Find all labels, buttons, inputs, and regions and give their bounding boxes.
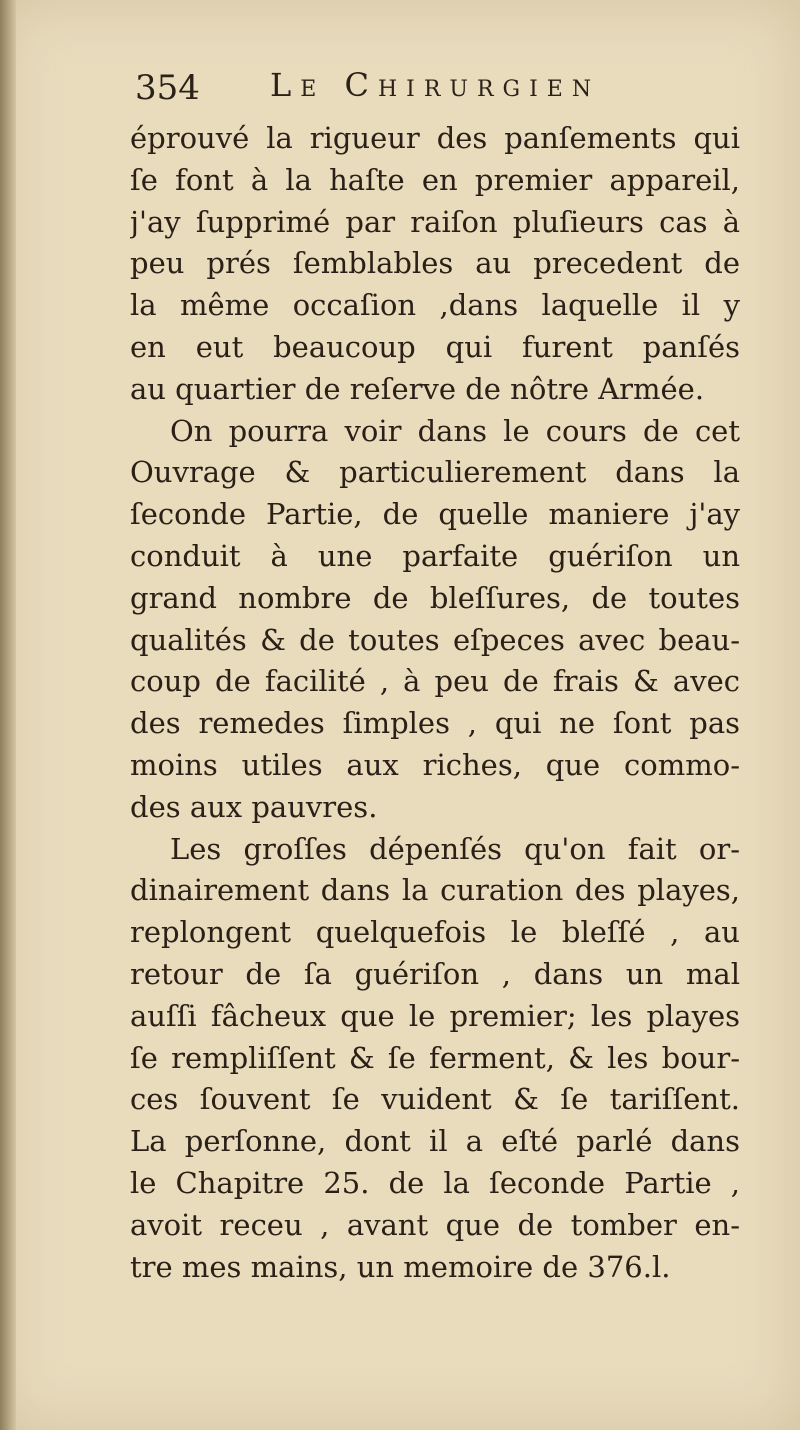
text-line: replongent quelquefois le bleſſé , au [130,915,740,950]
text-line: ſe font à la haſte en premier appareil, [130,162,740,197]
text-line: en eut beaucoup qui furent panſés [130,329,740,364]
text-line: coup de facilité , à peu de frais & avec [130,664,740,699]
text-line: Ouvrage & particulierement dans la [130,455,740,490]
text-line: peu prés ſemblables au precedent de [130,246,740,281]
text-line: ſeconde Partie, de quelle maniere j'ay [130,497,740,532]
text-line: avoit receu , avant que de tomber en- [130,1207,740,1242]
body-text [130,118,740,1288]
page-binding-edge [0,0,16,1430]
text-line: conduit à une parfaite guériſon un [130,538,740,573]
text-line: ſe rempliſſent & ſe ferment, & les bour- [130,1040,740,1075]
text-line: qualités & de toutes eſpeces avec beau- [130,622,740,657]
text-line: des remedes ſimples , qui ne ſont pas [130,706,740,741]
text-line: moins utiles aux riches, que commo- [130,747,740,782]
text-line: la même occaſion ,dans laquelle il y [130,288,740,323]
text-line: auſſi fâcheux que le premier; les playes [130,998,740,1033]
text-line: tre mes mains, un memoire de 376.l. [130,1249,671,1284]
paragraph-start-line: Les groſſes dépenſés qu'on fait or- [170,831,740,866]
page-number: 354 [135,68,200,108]
text-line: dinairement dans la curation des playes, [130,873,740,908]
text-line: au quartier de reſerve de nôtre Armée. [130,371,705,406]
text-line: ces ſouvent ſe vuident & ſe tariſſent. [130,1082,740,1117]
text-line: le Chapitre 25. de la ſeconde Partie , [130,1165,740,1200]
text-line: éprouvé la rigueur des panſements qui [130,121,740,155]
text-line: grand nombre de bleſſures, de toutes [130,580,740,615]
running-title: Le Chirurgien [270,66,601,104]
text-line: j'ay ſupprimé par raiſon pluſieurs cas à [130,204,740,239]
paragraph-start-line: On pourra voir dans le cours de cet [170,413,740,448]
page-header [135,62,735,112]
text-line: des aux pauvres. [130,789,378,824]
text-line: La perſonne, dont il a eſté parlé dans [130,1124,740,1159]
text-line: retour de ſa guériſon , dans un mal [130,956,740,991]
